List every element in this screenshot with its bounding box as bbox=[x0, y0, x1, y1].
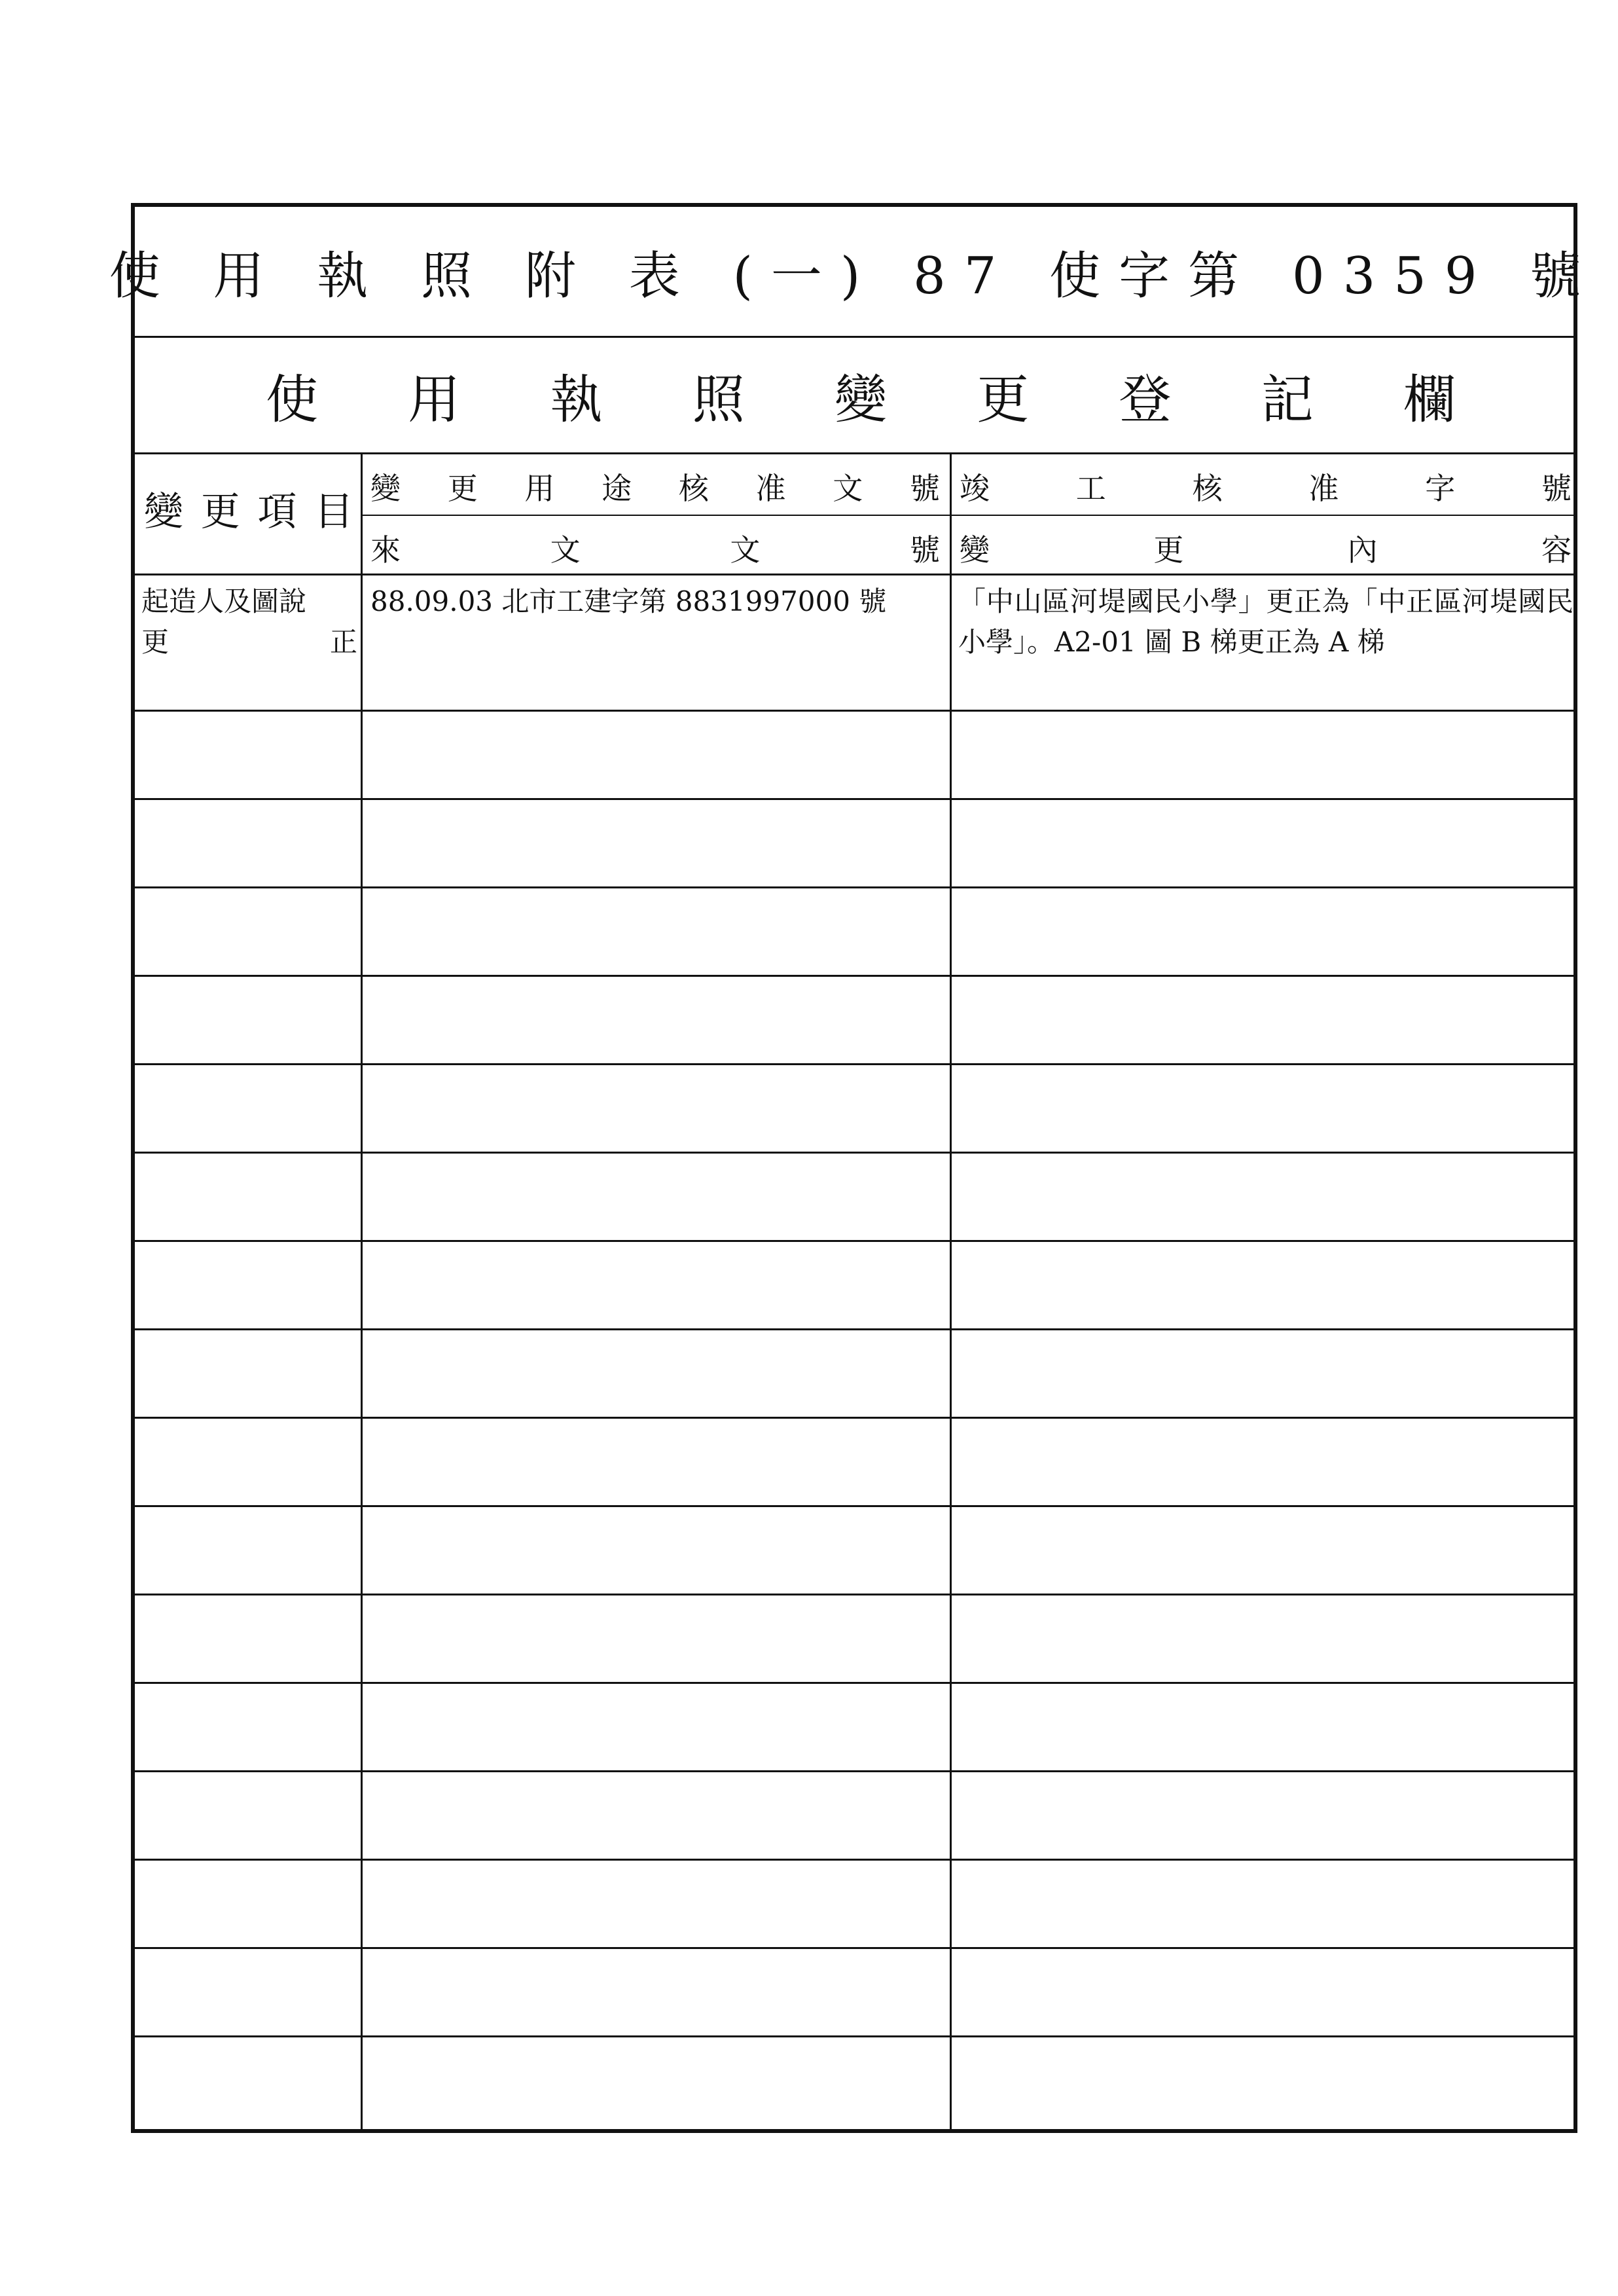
row-divider bbox=[135, 1947, 1573, 1949]
row-divider bbox=[135, 1417, 1573, 1419]
header-char: 變 bbox=[144, 489, 183, 535]
subtitle-char: 登 bbox=[1119, 369, 1172, 430]
change-item-char: 更 bbox=[141, 626, 170, 658]
subtitle-char: 照 bbox=[692, 369, 745, 430]
header-char: 更 bbox=[447, 471, 478, 506]
header-char: 用 bbox=[524, 471, 555, 506]
column-divider bbox=[361, 454, 363, 2133]
page-title: 使 用 執 照 附 表 (一) 87 使字第 0359 號 bbox=[109, 246, 1600, 306]
subtitle-char: 更 bbox=[977, 369, 1030, 430]
subtitle bbox=[135, 357, 1573, 433]
column-divider bbox=[950, 454, 952, 2133]
row-divider bbox=[135, 1682, 1573, 1684]
header-char: 來 bbox=[370, 532, 401, 568]
change-item-char: 正 bbox=[329, 626, 357, 658]
row-divider bbox=[135, 1505, 1573, 1507]
subtitle-char: 用 bbox=[408, 369, 461, 430]
header-char: 內 bbox=[1347, 532, 1378, 568]
header-char: 更 bbox=[200, 489, 240, 535]
header-completion-no bbox=[960, 465, 1572, 508]
subtitle-char: 使 bbox=[266, 369, 318, 430]
header-char: 工 bbox=[1075, 471, 1106, 506]
row-divider bbox=[135, 1770, 1573, 1772]
row-divider bbox=[135, 2035, 1573, 2037]
change-content-cell: 「中山區河堤國民小學」更正為「中正區河堤國民小學」。A2-01 圖 B 梯更正為 A 梯 bbox=[958, 585, 1573, 658]
subtitle-char: 執 bbox=[550, 369, 603, 430]
header-char: 核 bbox=[1192, 471, 1223, 506]
row-divider bbox=[135, 1063, 1573, 1065]
header-incoming-no bbox=[370, 526, 940, 570]
header-char: 項 bbox=[257, 489, 297, 535]
header-char: 變 bbox=[370, 471, 401, 506]
header-divider bbox=[361, 515, 1573, 516]
change-item-line bbox=[141, 622, 357, 663]
header-char: 變 bbox=[960, 532, 990, 568]
header-char: 准 bbox=[755, 471, 786, 506]
header-change-content bbox=[960, 526, 1572, 570]
row-divider bbox=[135, 975, 1573, 977]
change-item-line: 起造人及圖說 bbox=[141, 585, 307, 617]
row-divider bbox=[135, 1594, 1573, 1595]
header-char: 容 bbox=[1541, 532, 1572, 568]
row-divider bbox=[135, 1152, 1573, 1154]
subtitle-char: 記 bbox=[1261, 369, 1314, 430]
header-char: 文 bbox=[550, 532, 581, 568]
row-divider bbox=[135, 1328, 1573, 1330]
header-char: 號 bbox=[909, 471, 940, 506]
header-char: 號 bbox=[909, 532, 940, 568]
subtitle-row bbox=[135, 338, 1573, 454]
header-char: 目 bbox=[314, 489, 353, 535]
header-char: 號 bbox=[1541, 471, 1572, 506]
row-divider bbox=[135, 886, 1573, 888]
header-char: 字 bbox=[1425, 471, 1456, 506]
header-change-item bbox=[144, 481, 353, 537]
header-char: 更 bbox=[1153, 532, 1184, 568]
registry-table bbox=[135, 454, 1573, 2133]
header-char: 文 bbox=[833, 471, 863, 506]
document-number-cell: 88.09.03 北市工建字第 8831997000 號 bbox=[370, 585, 887, 617]
row-divider bbox=[135, 1240, 1573, 1242]
row-divider bbox=[135, 798, 1573, 800]
header-char: 准 bbox=[1308, 471, 1339, 506]
header-char: 核 bbox=[678, 471, 709, 506]
certificate-form bbox=[109, 203, 1600, 2133]
change-item-cell bbox=[141, 581, 357, 663]
header-char: 途 bbox=[602, 471, 632, 506]
header-approval-no bbox=[370, 465, 940, 508]
row-divider bbox=[135, 1859, 1573, 1861]
subtitle-char: 變 bbox=[835, 369, 887, 430]
title-row bbox=[109, 207, 1600, 338]
row-divider bbox=[135, 710, 1573, 712]
header-char: 竣 bbox=[960, 471, 990, 506]
row-divider bbox=[135, 574, 1573, 575]
subtitle-char: 欄 bbox=[1403, 369, 1456, 430]
header-char: 文 bbox=[730, 532, 761, 568]
